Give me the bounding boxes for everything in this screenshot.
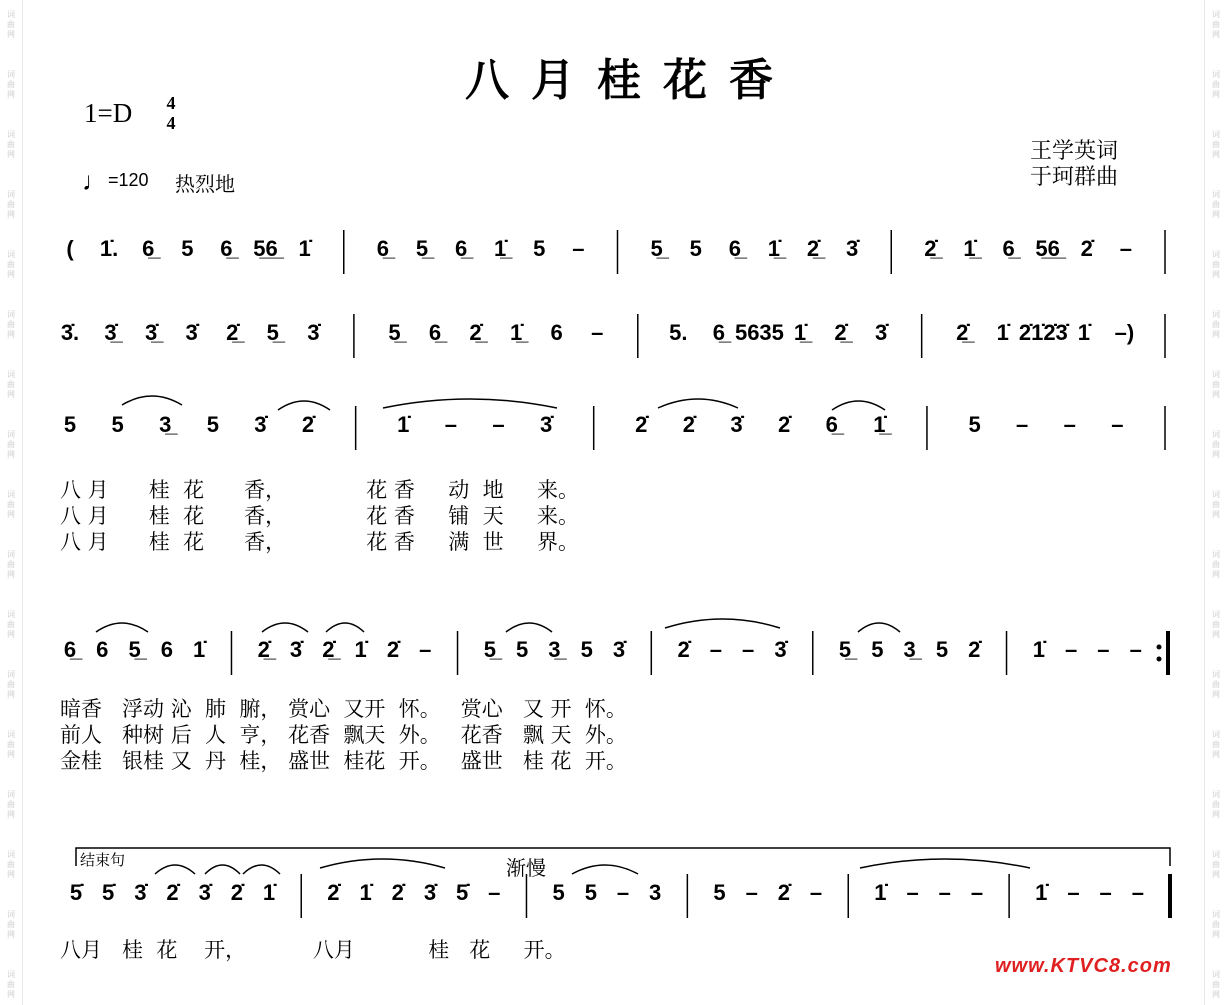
time-signature-top: 4	[166, 93, 176, 113]
jianpu-note: 1̲̇	[873, 412, 886, 437]
jianpu-note: 3̲̇	[104, 320, 117, 345]
side-watermark: 词 曲 网	[1212, 370, 1220, 399]
jianpu-note: 2̲̇	[226, 320, 239, 345]
jianpu-note: 3̇	[539, 412, 553, 437]
repeat-dot	[1157, 657, 1162, 662]
jianpu-note: 3̇	[730, 412, 743, 437]
jianpu-note: 5	[515, 637, 529, 662]
dash-hold: –	[1016, 412, 1029, 437]
slur-arc	[122, 396, 182, 405]
jianpu-note: 6	[96, 637, 109, 662]
side-watermark: 词 曲 网	[7, 130, 15, 159]
dash-hold: –	[1111, 412, 1124, 437]
jianpu-note: 5̲	[415, 236, 429, 261]
jianpu-note: 5	[552, 880, 565, 905]
jianpu-note: 2̇	[677, 637, 690, 662]
time-signature-bottom: 4	[166, 113, 176, 133]
dash-hold: –	[1097, 637, 1110, 662]
jianpu-note: 5	[689, 236, 702, 261]
slur-arc	[155, 865, 195, 874]
jianpu-note: 2̇	[682, 412, 696, 437]
jianpu-note: 5	[968, 412, 981, 437]
jianpu-note: 6̲	[428, 320, 442, 345]
expression-marking: 热烈地	[175, 172, 235, 196]
side-watermark: 词 曲 网	[1212, 610, 1220, 639]
jianpu-note: 5	[533, 236, 546, 261]
jianpu-note: 6	[160, 637, 174, 662]
lyric-line: 八 月 桂 花 香， 花 香 铺 天 来。	[60, 504, 580, 528]
ending-section-label: 结束句	[80, 851, 126, 869]
jianpu-note: 2̇	[391, 880, 404, 905]
dash-hold: –	[1067, 880, 1080, 905]
jianpu-note: 5	[935, 637, 949, 662]
jianpu-note: 2̇	[386, 637, 400, 662]
jianpu-note: 2̇1̇2̇3̇	[1018, 320, 1068, 345]
side-watermark: 词 曲 网	[7, 550, 15, 579]
slur-arc	[326, 623, 364, 632]
jianpu-note: 1̇	[874, 880, 887, 905]
jianpu-note: 3̇.	[60, 320, 80, 345]
jianpu-note: 2̲̇	[322, 637, 335, 662]
jianpu-note: 2̇	[1080, 236, 1093, 261]
side-watermark: 词 曲 网	[1212, 670, 1220, 699]
dash-hold: –	[444, 412, 457, 437]
jianpu-note: 6̲	[63, 637, 77, 662]
jianpu-note: 2̇	[777, 880, 791, 905]
jianpu-note: 1̇	[354, 637, 367, 662]
jianpu-note: 2̇	[166, 880, 179, 905]
jianpu-note: 5	[111, 412, 124, 437]
dash-hold: –	[709, 637, 723, 662]
side-watermark: 词 曲 网	[7, 730, 15, 759]
jianpu-note: (	[66, 236, 74, 261]
jianpu-note: 5	[584, 880, 597, 905]
jianpu-note: 6̲	[1002, 236, 1015, 261]
dash-hold: –	[1129, 637, 1142, 662]
slur-arc	[243, 865, 280, 874]
side-watermark: 词 曲 网	[7, 850, 15, 879]
jianpu-note: 5635	[734, 320, 784, 345]
ritardando-label: 渐慢	[506, 856, 546, 880]
jianpu-note: 6̲	[376, 236, 389, 261]
dash-hold: –	[616, 880, 630, 905]
jianpu-note: 2̇	[968, 637, 981, 662]
jianpu-note: 1̇	[262, 880, 276, 905]
side-watermark: 词 曲 网	[1212, 970, 1220, 999]
side-watermark: 词 曲 网	[7, 10, 15, 39]
dash-hold: –	[906, 880, 919, 905]
jianpu-note: 1̇.	[99, 236, 119, 261]
jianpu-note: 3̲̇	[144, 320, 158, 345]
dash-hold: –	[809, 880, 823, 905]
jianpu-note: 1̇	[397, 412, 410, 437]
jianpu-note: 1̲̇	[767, 236, 781, 261]
side-watermark: 词 曲 网	[7, 490, 15, 519]
side-watermark: 词 曲 网	[1212, 430, 1220, 459]
side-watermark: 词 曲 网	[7, 190, 15, 219]
jianpu-note: 1̇	[1077, 320, 1091, 345]
side-watermark: 词 曲 网	[7, 430, 15, 459]
side-watermark: 词 曲 网	[1212, 70, 1220, 99]
jianpu-note: 5̲	[838, 637, 852, 662]
slur-arc	[262, 623, 308, 632]
side-watermark: 词 曲 网	[7, 70, 15, 99]
jianpu-note: 5	[580, 637, 593, 662]
lyric-line: 八 月 桂 花 香， 花 香 动 地 来。	[60, 478, 580, 502]
jianpu-note: 5̲	[128, 637, 141, 662]
jianpu-note: 3̇	[423, 880, 437, 905]
slur-arc	[506, 623, 552, 632]
side-watermark: 词 曲 网	[1212, 310, 1220, 339]
jianpu-note: 2̲̇	[469, 320, 482, 345]
tempo-value: =120	[108, 170, 149, 190]
jianpu-note: 6̲	[142, 236, 155, 261]
jianpu-note: 5̇	[102, 880, 115, 905]
side-watermark: 词 曲 网	[7, 670, 15, 699]
slur-arc	[832, 401, 885, 410]
side-watermark: 词 曲 网	[7, 970, 15, 999]
side-watermark: 词 曲 网	[1212, 190, 1220, 219]
lyric-line: 前人 种树 后 人 亨， 花香 飘天 外。 花香 飘 天 外。	[60, 723, 627, 747]
slur-arc	[278, 401, 330, 410]
side-watermark: 词 曲 网	[1212, 790, 1220, 819]
jianpu-note: 5	[871, 637, 884, 662]
jianpu-note: 6̲	[454, 236, 468, 261]
jianpu-note: 2̇	[301, 412, 315, 437]
jianpu-note: 3̲	[548, 637, 561, 662]
jianpu-note: 5̇	[69, 880, 83, 905]
jianpu-note: 2̲̇	[924, 236, 937, 261]
dash-hold: –	[591, 320, 604, 345]
dash-hold: –	[1064, 637, 1078, 662]
side-watermark: 词 曲 网	[1212, 10, 1220, 39]
lyric-line: 八 月 桂 花 香， 花 香 满 世 界。	[60, 530, 580, 554]
side-watermark: 词 曲 网	[1212, 850, 1220, 879]
slur-arc	[860, 859, 1030, 868]
jianpu-note: 3̇	[198, 880, 211, 905]
jianpu-note: 6̲	[825, 412, 838, 437]
jianpu-note: 1̇	[359, 880, 372, 905]
quarter-note-icon: ♩	[82, 166, 108, 196]
song-title: 八月桂花香	[465, 55, 795, 106]
jianpu-note: 3̇	[307, 320, 320, 345]
side-watermark: 词 曲 网	[1212, 130, 1220, 159]
slur-arc	[205, 865, 240, 874]
side-watermark: 词 曲 网	[7, 790, 15, 819]
jianpu-note: 5̲	[483, 637, 496, 662]
dash-hold: –	[970, 880, 984, 905]
jianpu-note: 1̲̇	[494, 236, 507, 261]
jianpu-note: 5̲	[388, 320, 401, 345]
jianpu-note: 3̇	[134, 880, 147, 905]
repeat-dot	[1157, 645, 1162, 650]
dash-hold: –	[419, 637, 432, 662]
jianpu-note: 5̇	[455, 880, 469, 905]
side-watermark: 词 曲 网	[7, 310, 15, 339]
slur-arc	[572, 865, 638, 874]
side-watermark: 词 曲 网	[1212, 910, 1220, 939]
dash-hold: –	[1099, 880, 1112, 905]
jianpu-note: 1̲̇	[509, 320, 523, 345]
composer-credit: 于珂群曲	[1030, 165, 1119, 190]
jianpu-note: 3̇	[185, 320, 198, 345]
jianpu-note: 6̲	[712, 320, 726, 345]
jianpu-note: 3̇	[874, 320, 888, 345]
slur-arc	[858, 623, 900, 632]
jianpu-note: 1̲̇	[793, 320, 807, 345]
jianpu-note: 5	[206, 412, 219, 437]
site-watermark: www.KTVC8.com	[995, 955, 1172, 977]
jianpu-note: 6̲	[220, 236, 233, 261]
dash-hold: –	[1119, 236, 1133, 261]
jianpu-note: 5.	[669, 320, 688, 345]
jianpu-note: 6	[550, 320, 563, 345]
jianpu-note: 5̲	[650, 236, 663, 261]
dash-hold: –	[745, 880, 758, 905]
jianpu-note: 3̇	[846, 236, 859, 261]
jianpu-note: 2̇	[230, 880, 244, 905]
jianpu-note: 2̲̇	[806, 236, 820, 261]
jianpu-note: 1̇	[1035, 880, 1048, 905]
side-watermark: 词 曲 网	[1212, 250, 1220, 279]
jianpu-note: 2̲̇	[834, 320, 847, 345]
jianpu-note: 1̲̇	[963, 236, 976, 261]
slur-arc	[658, 399, 738, 408]
dash-hold: –	[1063, 412, 1076, 437]
side-watermark: 词 曲 网	[1212, 730, 1220, 759]
dash-hold: –	[938, 880, 951, 905]
dash-hold: –	[742, 637, 755, 662]
side-watermark: 词 曲 网	[7, 370, 15, 399]
side-watermark: 词 曲 网	[7, 610, 15, 639]
dash-hold: –	[572, 236, 585, 261]
dash-hold: –)	[1114, 320, 1135, 345]
dash-hold: –	[488, 880, 501, 905]
jianpu-note: 3̇	[774, 637, 787, 662]
jianpu-note: 5̲	[266, 320, 279, 345]
jianpu-note: 2̇	[635, 412, 648, 437]
jianpu-note: 1̇	[298, 236, 311, 261]
jianpu-note: 5̲6̲	[253, 236, 278, 261]
lyric-line: 金桂 银桂 又 丹 桂， 盛世 桂花 开。 盛世 桂 花 开。	[60, 749, 627, 773]
jianpu-note: 2̲̇	[257, 637, 270, 662]
jianpu-note: 1̇	[1032, 637, 1045, 662]
jianpu-note: 3̇	[289, 637, 303, 662]
lyric-line: 暗香 浮动 沁 肺 腑， 赏心 又开 怀。 赏心 又 开 怀。	[60, 697, 627, 721]
jianpu-note: 5	[181, 236, 194, 261]
jianpu-note: 5̲6̲	[1035, 236, 1060, 261]
jianpu-note: 1̇	[193, 637, 206, 662]
jianpu-note: 5	[713, 880, 726, 905]
lyric-line-ending: 八月 桂 花 开， 八月 桂 花 开。	[60, 938, 566, 962]
slur-arc	[383, 399, 557, 408]
jianpu-note: 2̇	[327, 880, 340, 905]
jianpu-note: 6̲	[728, 236, 741, 261]
jianpu-note: 1̇	[996, 320, 1009, 345]
jianpu-note: 3̇	[612, 637, 626, 662]
side-watermark: 词 曲 网	[1212, 490, 1220, 519]
dash-hold: –	[492, 412, 505, 437]
dash-hold: –	[1131, 880, 1144, 905]
side-watermark: 词 曲 网	[7, 910, 15, 939]
jianpu-note: 3	[649, 880, 662, 905]
slur-arc	[665, 619, 780, 628]
slur-arc	[320, 859, 445, 868]
side-watermark: 词 曲 网	[1212, 550, 1220, 579]
jianpu-note: 3̲	[903, 637, 916, 662]
slur-arc	[96, 623, 148, 632]
lyricist-credit: 王学英词	[1030, 139, 1119, 164]
side-watermark: 词 曲 网	[7, 250, 15, 279]
jianpu-note: 2̇	[778, 412, 791, 437]
jianpu-note: 3̲	[159, 412, 172, 437]
key-signature: 1=D	[84, 98, 133, 128]
jianpu-note: 2̲̇	[956, 320, 969, 345]
jianpu-note: 5	[63, 412, 77, 437]
jianpu-note: 3̇	[254, 412, 267, 437]
